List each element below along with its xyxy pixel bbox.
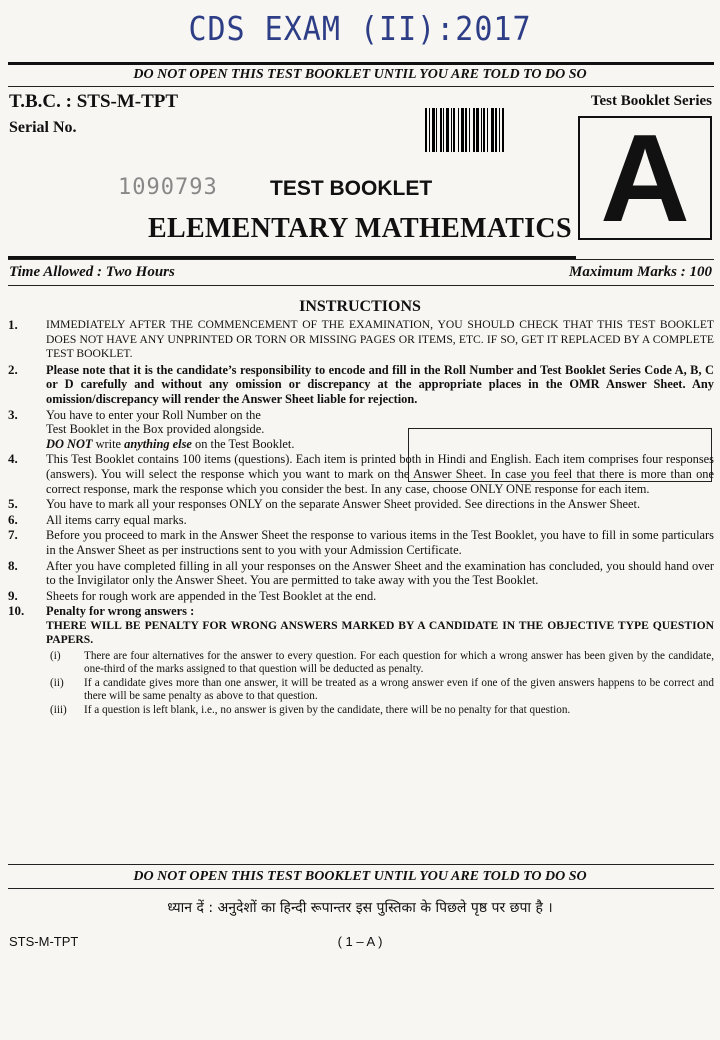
top-rule — [8, 62, 714, 65]
barcode — [425, 108, 515, 152]
top-warning: DO NOT OPEN THIS TEST BOOKLET UNTIL YOU ARE TOLD TO DO SO — [133, 67, 587, 82]
list-item: 10. Penalty for wrong answers : THERE WILL BE PENALTY FOR WRONG ANSWERS MARKED BY A CANDIDATE IN THE OBJECTIVE TYPE QUESTION PAPERS. (i) There are four alternatives for the answer to every question. For each question for which a wrong answer has been given by the candidate, one-third of the marks assigned to that question will be deducted as penalty. (ii) If a candidate gives more than one answer, it will be treated as a wrong answer even if one of the given answers happens to be correct and there will be same penalty as above to that question. (iii) If a question is left blank, i.e., no answer is given by the candidate, there will be no penalty for that question. — [8, 603, 714, 717]
hindi-note: ध्यान दें : अनुदेशों का हिन्दी रूपान्तर इस पुस्तिका के पिछले पृष्ठ पर छपा है । — [167, 900, 553, 916]
subject-title: ELEMENTARY MATHEMATICS — [148, 213, 572, 244]
rule — [8, 864, 714, 865]
penalty-warning: THERE WILL BE PENALTY FOR WRONG ANSWERS MARKED BY A CANDIDATE IN THE OBJECTIVE TYPE QUESTION PAPERS. — [46, 618, 714, 647]
rule — [8, 86, 714, 87]
instructions-heading: INSTRUCTIONS — [299, 298, 421, 315]
handwritten-exam-note: CDS EXAM (II):2017 — [188, 10, 532, 49]
list-item: 8. After you have completed filling in all your responses on the Answer Sheet and the examination has concluded, you should hand over to the Invigilator only the Answer Sheet. You are permitted to take away with you the Test Booklet. — [8, 557, 714, 588]
penalty-rule: (iii) If a question is left blank, i.e., no answer is given by the candidate, there will be no penalty for that question. — [50, 704, 571, 717]
penalty-title: Penalty for wrong answers : — [46, 604, 195, 619]
booklet-title: TEST BOOKLET — [270, 177, 433, 200]
list-item: 7. Before you proceed to mark in the Answer Sheet the response to various items in the Test Booklet, you have to fill in some particulars in the Answer Sheet as per instructions sent to you with your Admission Certificate. — [8, 527, 714, 557]
rule — [8, 259, 714, 260]
bottom-warning: DO NOT OPEN THIS TEST BOOKLET UNTIL YOU ARE TOLD TO DO SO — [133, 869, 587, 884]
page-number: ( 1 – A ) — [337, 934, 383, 949]
time-allowed: Time Allowed : Two Hours — [9, 264, 175, 280]
penalty-rule: (i) There are four alternatives for the answer to every question. For each question for which a wrong answer has been given by the candidate, one-third of the marks assigned to that question will be deducted as penalty. — [50, 650, 714, 675]
maximum-marks: Maximum Marks : 100 — [569, 264, 712, 280]
list-item: 5. You have to mark all your responses ONLY on the separate Answer Sheet provided. See directions in the Answer Sheet. — [8, 496, 641, 512]
list-item: 6. All items carry equal marks. — [8, 511, 187, 527]
tbc-code: T.B.C. : STS-M-TPT — [9, 91, 179, 112]
serial-label: Serial No. — [9, 119, 77, 136]
instructions-list — [8, 318, 714, 718]
series-label: Test Booklet Series — [590, 93, 712, 109]
serial-number: 1090793 — [118, 175, 218, 200]
series-letter-box: A — [578, 116, 712, 240]
rule — [8, 285, 714, 286]
list-item: 1. IMMEDIATELY AFTER THE COMMENCEMENT OF THE EXAMINATION, YOU SHOULD CHECK THAT THIS TEST BOOKLET DOES NOT HAVE ANY UNPRINTED OR TORN OR MISSING PAGES OR ITEMS, ETC. IF SO, GET IT REPLACED BY A COMPLETE TEST BOOKLET. — [8, 317, 714, 361]
rule — [8, 888, 714, 889]
footer-code: STS-M-TPT — [9, 934, 79, 949]
list-item: 9. Sheets for rough work are appended in the Test Booklet at the end. — [8, 587, 377, 603]
list-item: 4. This Test Booklet contains 100 items (questions). Each item is printed both in Hindi and English. Each item comprises four responses (answers). You will select the response which you want to mark on the Answer Sheet. In case you feel that there is more than one correct response, mark the response which you consider the best. In any case, choose ONLY ONE response for each item. — [8, 451, 714, 496]
penalty-rule: (ii) If a candidate gives more than one answer, it will be treated as a wrong answer even if one of the given answers happens to be correct and there will be same penalty as above to that question. — [50, 677, 714, 702]
list-item: 2. Please note that it is the candidate’s responsibility to encode and fill in the Roll Number and Test Booklet Series Code A, B, C or D carefully and without any omission or discrepancy at the appropriate places in the OMR Answer Sheet. Any omission/discrepancy will render the Answer Sheet liable for rejection. — [8, 361, 714, 406]
list-item: 3. You have to enter your Roll Number on the Test Booklet in the Box provided alongside. DO NOT write anything else on the Test Booklet. — [8, 406, 295, 451]
